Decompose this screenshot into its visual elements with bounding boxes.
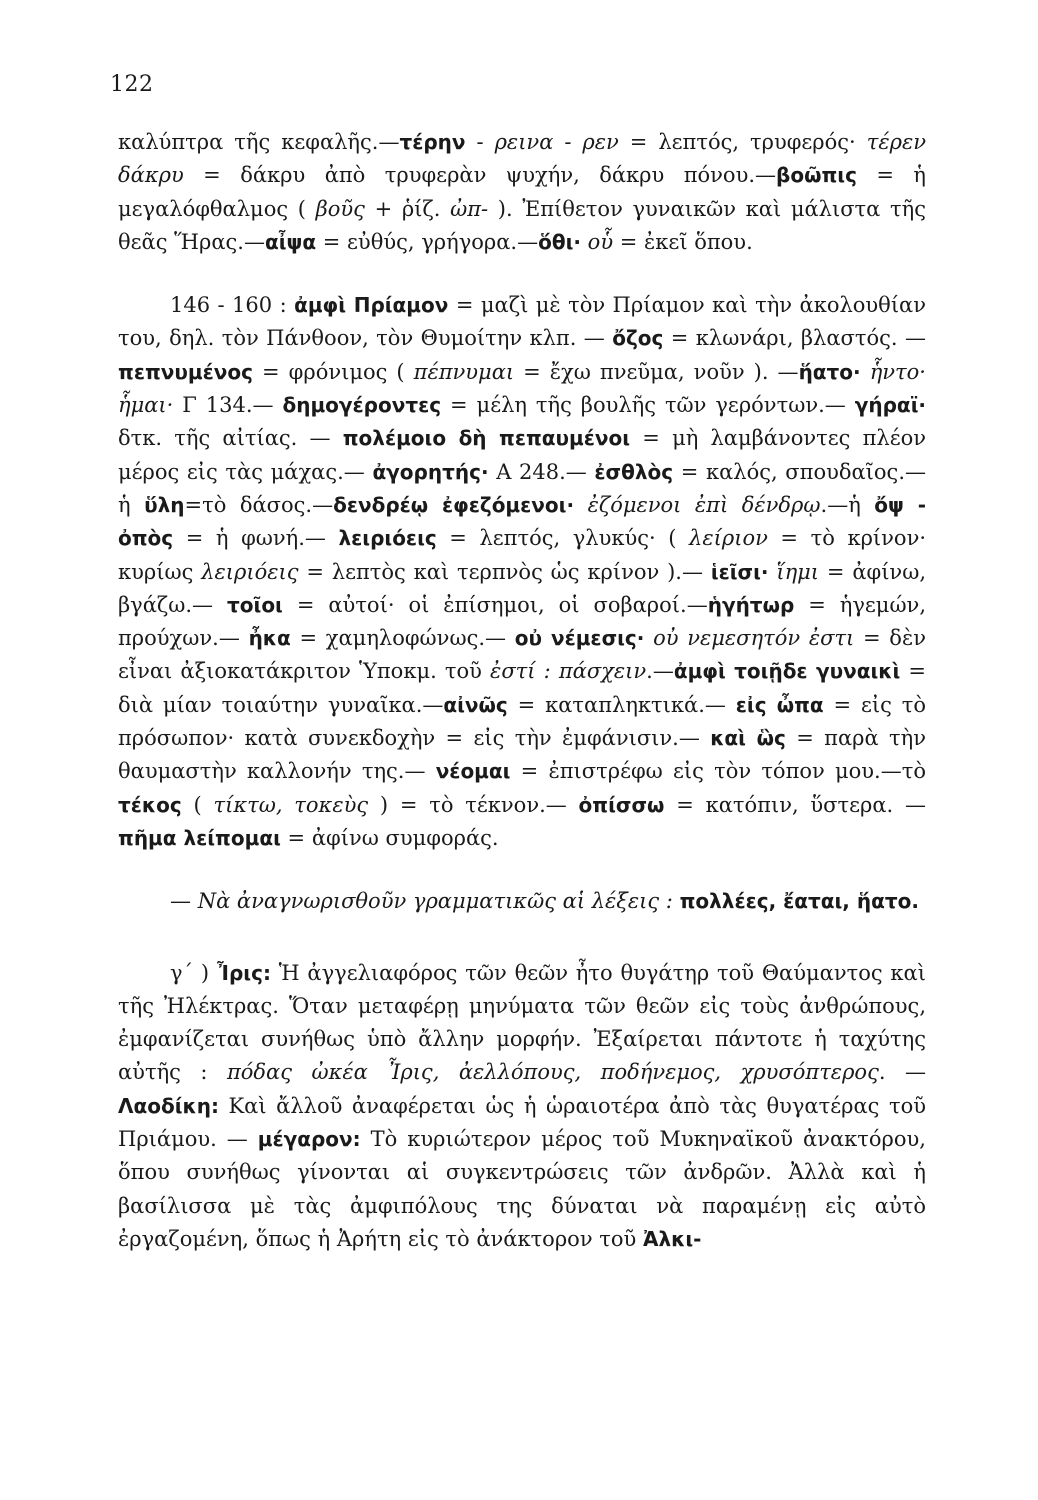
headword: ὄψ - ὀπὸς: [118, 492, 926, 551]
headword: ἐσθλὸς: [594, 459, 674, 484]
italic-text: τέρεν δάκρυ: [118, 130, 926, 188]
headword: μέγαρον:: [257, 1127, 361, 1152]
text-run: =τὸ δάσος.—: [184, 492, 334, 517]
text-run: = καταπληκτικά.—: [507, 692, 736, 717]
headword: τέκος: [118, 792, 182, 817]
headword: καὶ ὣς: [710, 726, 786, 751]
text-run: = δάκρυ ἀπὸ τρυφερὰν ψυχήν, δάκρυ πόνου.—: [183, 163, 777, 188]
headword: Λαοδίκη:: [118, 1093, 219, 1118]
text-run: [861, 360, 870, 384]
headword: ὕλη: [144, 492, 185, 517]
text-run: = ἀφίνω συμφοράς.: [280, 825, 499, 850]
italic-text: πόδας ὠκέα Ἶρις, ἀελλόπους, ποδήνεμος, χρυσόπτερος: [226, 1060, 879, 1085]
italic-text: ἧντο· ἧμαι·: [118, 359, 926, 418]
headword: ἀγορητής·: [372, 459, 489, 484]
text-run: = ἡγεμών, προύχων.—: [118, 592, 927, 651]
text-run: [574, 493, 588, 517]
headword: δενδρέῳ ἐφεζόμενοι·: [333, 492, 575, 517]
headword: πολλέες, ἔαται, ἥατο.: [679, 889, 919, 914]
italic-text: βοῦς: [315, 196, 365, 221]
paragraph: [118, 885, 926, 918]
text-run: γ΄ ): [170, 960, 217, 985]
text-run: Α 248.—: [488, 459, 595, 484]
text-run: . —: [878, 1060, 926, 1085]
italic-text: Νὰ ἀναγνωρισθοῦν γραμματικῶς αἱ λέξεις :: [197, 889, 673, 914]
page-number: 122: [110, 72, 154, 97]
text-run: = κατόπιν, ὕστερα. —: [664, 792, 926, 817]
italic-text: οὗ: [587, 229, 614, 254]
text-run: = φρόνιμος (: [252, 359, 414, 384]
headword: ἀμφὶ τοιῇδε γυναικὶ: [673, 659, 901, 684]
headword: εἰς ὦπα: [735, 692, 824, 717]
headword: ἦκα: [248, 626, 291, 651]
headword: δημογέροντες: [282, 393, 442, 418]
headword: λειριόεις: [338, 526, 437, 551]
text-run: = ἀφίνω, βγάζω.—: [118, 559, 927, 617]
italic-text: ρεινα - ρεν: [494, 130, 619, 154]
headword: πεπνυμένος: [118, 359, 253, 384]
text-run: [581, 230, 588, 254]
text-run: = ἔχω πνεῦμα, νοῦν ). —: [514, 359, 799, 384]
text-run: Τὸ κυριώτερον μέρος τοῦ Μυκηναϊκοῦ ἀνακτόρου, ὅπου συνήθως γίνονται αἱ συγκεντρώσεις τῶν ἀνδρῶν. Ἀλλὰ καὶ ἡ βασίλισσα μὲ τὰς ἀμφιπόλους της δύναται νὰ παραμένῃ εἰς αὐτὸ ἐργαζομένη, ὅπως ἡ Ἀρήτη εἰς τὸ ἀνάκτορον τοῦ: [118, 1127, 926, 1251]
paragraph: [118, 957, 926, 1257]
text-run: 146 - 160 :: [170, 293, 295, 318]
headword: τοῖοι: [227, 592, 283, 617]
italic-text: πέπνυμαι: [413, 359, 515, 384]
headword: νέομαι: [435, 759, 511, 784]
text-run: = τὸ κρίνον· κυρίως: [118, 526, 927, 584]
headword: γήραϊ·: [854, 393, 927, 418]
headword: ἱεῖσι·: [710, 559, 769, 584]
text-run: [644, 626, 653, 650]
headword: ἡγήτωρ: [707, 592, 795, 617]
text-run: ). Ἐπίθετον γυναικῶν καὶ μάλιστα τῆς θεᾶς Ἥρας.—: [118, 196, 926, 254]
text-run: .—: [646, 659, 674, 684]
headword: ὀπίσσω: [578, 792, 665, 817]
text-run: = λεπτός, τρυφερός·: [618, 130, 867, 154]
text-run: = ἡ μεγαλόφθαλμος (: [118, 163, 926, 221]
text-run: = κλωνάρι, βλαστός. —: [663, 326, 926, 351]
text-run: = χαμηλοφώνως.—: [290, 626, 515, 651]
headword: Ἶρις:: [216, 960, 271, 985]
text-run: ) = τὸ τέκνον.—: [368, 792, 579, 817]
headword: ἀμφὶ Πρίαμον: [294, 293, 449, 318]
headword: πολέμοιο δὴ πεπαυμένοι: [342, 426, 631, 451]
italic-text: τίκτω, τοκεὺς: [213, 792, 369, 817]
text-run: = παρὰ τὴν θαυμαστὴν καλλονήν της.—: [118, 726, 926, 784]
text-run: καλύπτρα τῆς κεφαλῆς.—: [118, 130, 400, 154]
text-run: (: [181, 792, 214, 817]
italic-text: ἐστί : πάσχειν: [490, 659, 647, 684]
headword: ὅθι·: [538, 229, 581, 254]
text-run: = διὰ μίαν τοιαύτην γυναῖκα.—: [118, 659, 926, 717]
italic-text: οὐ νεμεσητόν ἐστι: [653, 626, 855, 651]
text-run: -: [465, 130, 495, 154]
paragraph: [118, 126, 926, 259]
text-run: = εὐθύς, γρήγορα.—: [316, 229, 539, 254]
italic-text: ὠπ-: [450, 196, 489, 221]
headword: οὐ νέμεσις·: [514, 626, 645, 651]
headword: αἶψα: [264, 229, 317, 254]
headword: βοῶπις: [776, 163, 857, 188]
text-run: Ἡ ἀγγελιαφόρος τῶν θεῶν ἦτο θυγάτηρ τοῦ Θαύμαντος καὶ τῆς Ἠλέκτρας. Ὅταν μεταφέρῃ μηνύματα τῶν θεῶν εἰς τοὺς ἀνθρώπους, ἐμφανίζεται συνήθως ὑπὸ ἄλλην μορφήν. Ἐξαίρεται πάντοτε ἡ ταχύτης αὐτῆς :: [118, 960, 926, 1085]
italic-text: λείριον: [689, 526, 768, 551]
page-body: [118, 126, 926, 1256]
text-run: = ἐπιστρέφω εἰς τὸν τόπον μου.—τὸ: [510, 759, 926, 784]
text-run: Γ 134.—: [173, 393, 283, 418]
text-run: = μαζὶ μὲ τὸν Πρίαμον καὶ τὴν ἀκολουθίαν του, δηλ. τὸν Πάνθοον, τὸν Θυμοίτην κλπ. —: [118, 293, 927, 351]
text-run: δτκ. τῆς αἰτίας. —: [118, 426, 343, 451]
text-run: = εἰς τὸ πρόσωπον· κατὰ συνεκδοχὴν = εἰς τὴν ἐμφάνισιν.—: [118, 692, 926, 751]
italic-text: ἵημι: [776, 559, 820, 584]
text-run: = μέλη τῆς βουλῆς τῶν γερόντων.—: [441, 393, 855, 418]
headword: ἥατο·: [798, 359, 861, 384]
headword: ὄζος: [612, 326, 664, 351]
text-run: [673, 889, 680, 913]
text-run: —: [170, 889, 198, 914]
text-run: .—ἡ: [820, 492, 875, 517]
headword: πῆμα λείπομαι: [118, 825, 281, 850]
text-run: = ἐκεῖ ὅπου.: [613, 229, 753, 254]
italic-text: ἐζόμενοι ἐπὶ δένδρῳ: [587, 492, 821, 517]
text-run: = καλός, σπουδαῖος.—ἡ: [118, 459, 926, 517]
paragraph: [118, 289, 926, 855]
text-run: + ῥίζ.: [364, 196, 451, 221]
text-run: = αὐτοί· οἱ ἐπίσημοι, οἱ σοβαροί.—: [282, 592, 708, 617]
text-run: = μὴ λαμβάνοντες πλέον μέρος εἰς τὰς μάχας.—: [118, 426, 926, 484]
text-run: = ἡ φωνή.—: [173, 526, 339, 551]
headword: Ἀλκι-: [642, 1226, 702, 1251]
text-run: Καὶ ἄλλοῦ ἀναφέρεται ὡς ἡ ὡραιοτέρα ἀπὸ τὰς θυγατέρας τοῦ Πριάμου. —: [118, 1093, 926, 1152]
text-run: = λεπτός, γλυκύς· (: [436, 526, 690, 551]
headword: τέρην: [399, 130, 466, 154]
text-run: = λεπτὸς καὶ τερπνὸς ὡς κρίνον ).—: [298, 559, 711, 584]
italic-text: λειριόεις: [201, 559, 299, 584]
headword: αἰνῶς: [443, 692, 508, 717]
text-run: = δὲν εἶναι ἀξιοκατάκριτον Ὑποκμ. τοῦ: [118, 626, 926, 684]
